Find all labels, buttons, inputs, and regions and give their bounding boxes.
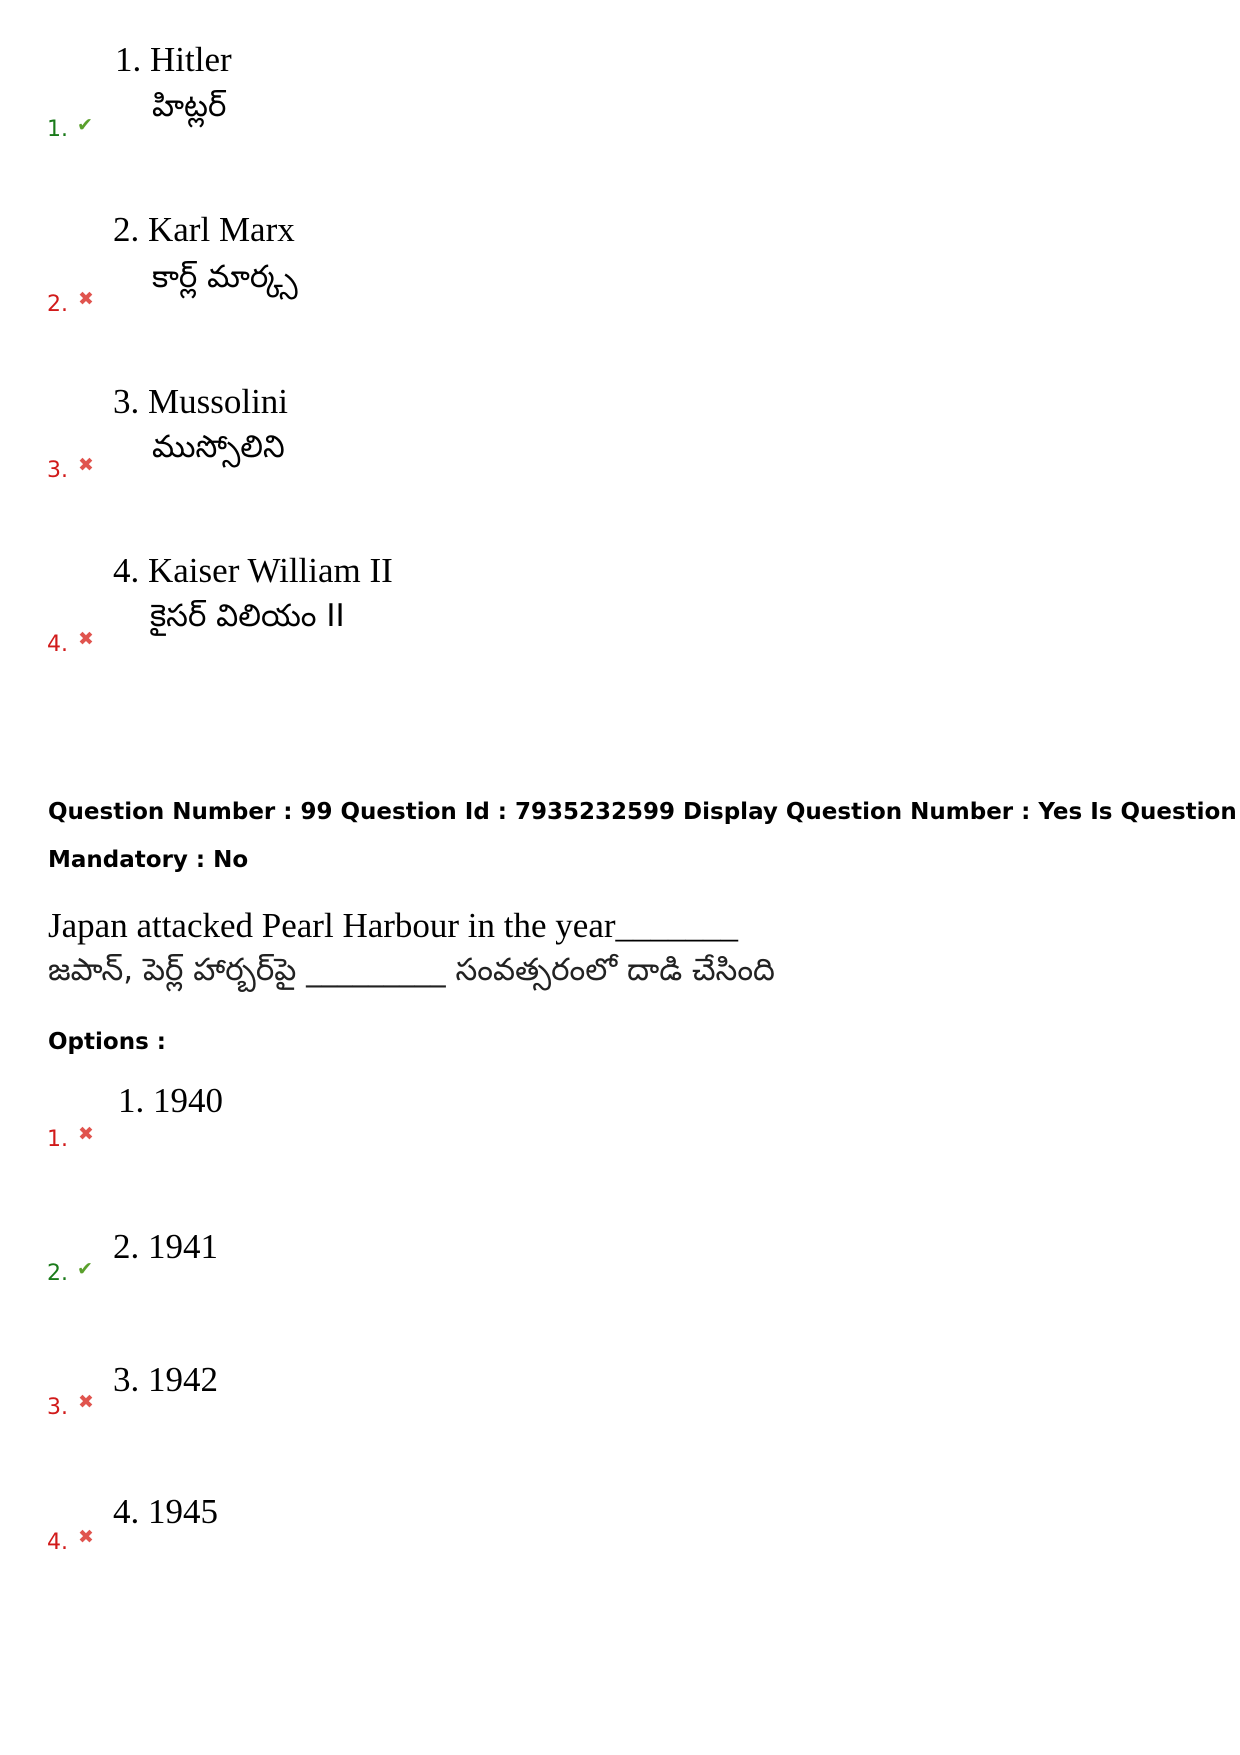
option-english-text: 4. Kaiser William II [113, 551, 393, 590]
wrong-cross-icon: ✖ [78, 1526, 94, 1548]
correct-check-icon: ✔ [77, 1258, 93, 1280]
question-text-english: Japan attacked Pearl Harbour in the year_______ [48, 906, 739, 945]
question-text-telugu: జపాన్, పెర్ల్ హార్బర్‌పై _________ సంవత్సరంలో దాడి చేసింది [48, 952, 775, 988]
wrong-cross-icon: ✖ [78, 1391, 94, 1413]
question-meta-line: Question Number : 99 Question Id : 7935232599 Display Question Number : Yes Is Question [48, 799, 1237, 825]
wrong-cross-icon: ✖ [78, 454, 94, 476]
option-telugu-text: కార్ల్ మార్క్స [152, 259, 298, 295]
option-number: 3. [47, 1395, 68, 1420]
option-telugu-text: కైసర్ విలియం II [150, 598, 345, 634]
option-number: 2. [47, 292, 68, 317]
option-number: 2. [47, 1261, 68, 1286]
option-english-text: 2. Karl Marx [113, 210, 295, 249]
option-english-text: 4. 1945 [113, 1492, 218, 1531]
option-english-text: 3. Mussolini [113, 382, 289, 421]
option-number: 3. [47, 458, 68, 483]
option-english-text: 1. 1940 [118, 1081, 223, 1120]
option-number: 1. [47, 117, 68, 142]
question-mandatory-line: Mandatory : No [48, 847, 249, 873]
option-number: 4. [47, 632, 68, 657]
option-telugu-text: ముస్సోలిని [152, 429, 285, 465]
options-label: Options : [48, 1029, 166, 1055]
wrong-cross-icon: ✖ [78, 1123, 94, 1145]
option-number: 1. [47, 1127, 68, 1152]
wrong-cross-icon: ✖ [78, 628, 94, 650]
option-telugu-text: హిట్లర్ [152, 88, 227, 124]
correct-check-icon: ✔ [77, 114, 93, 136]
option-english-text: 1. Hitler [115, 40, 232, 79]
wrong-cross-icon: ✖ [78, 288, 94, 310]
option-english-text: 2. 1941 [113, 1227, 218, 1266]
option-english-text: 3. 1942 [113, 1360, 218, 1399]
option-number: 4. [47, 1530, 68, 1555]
